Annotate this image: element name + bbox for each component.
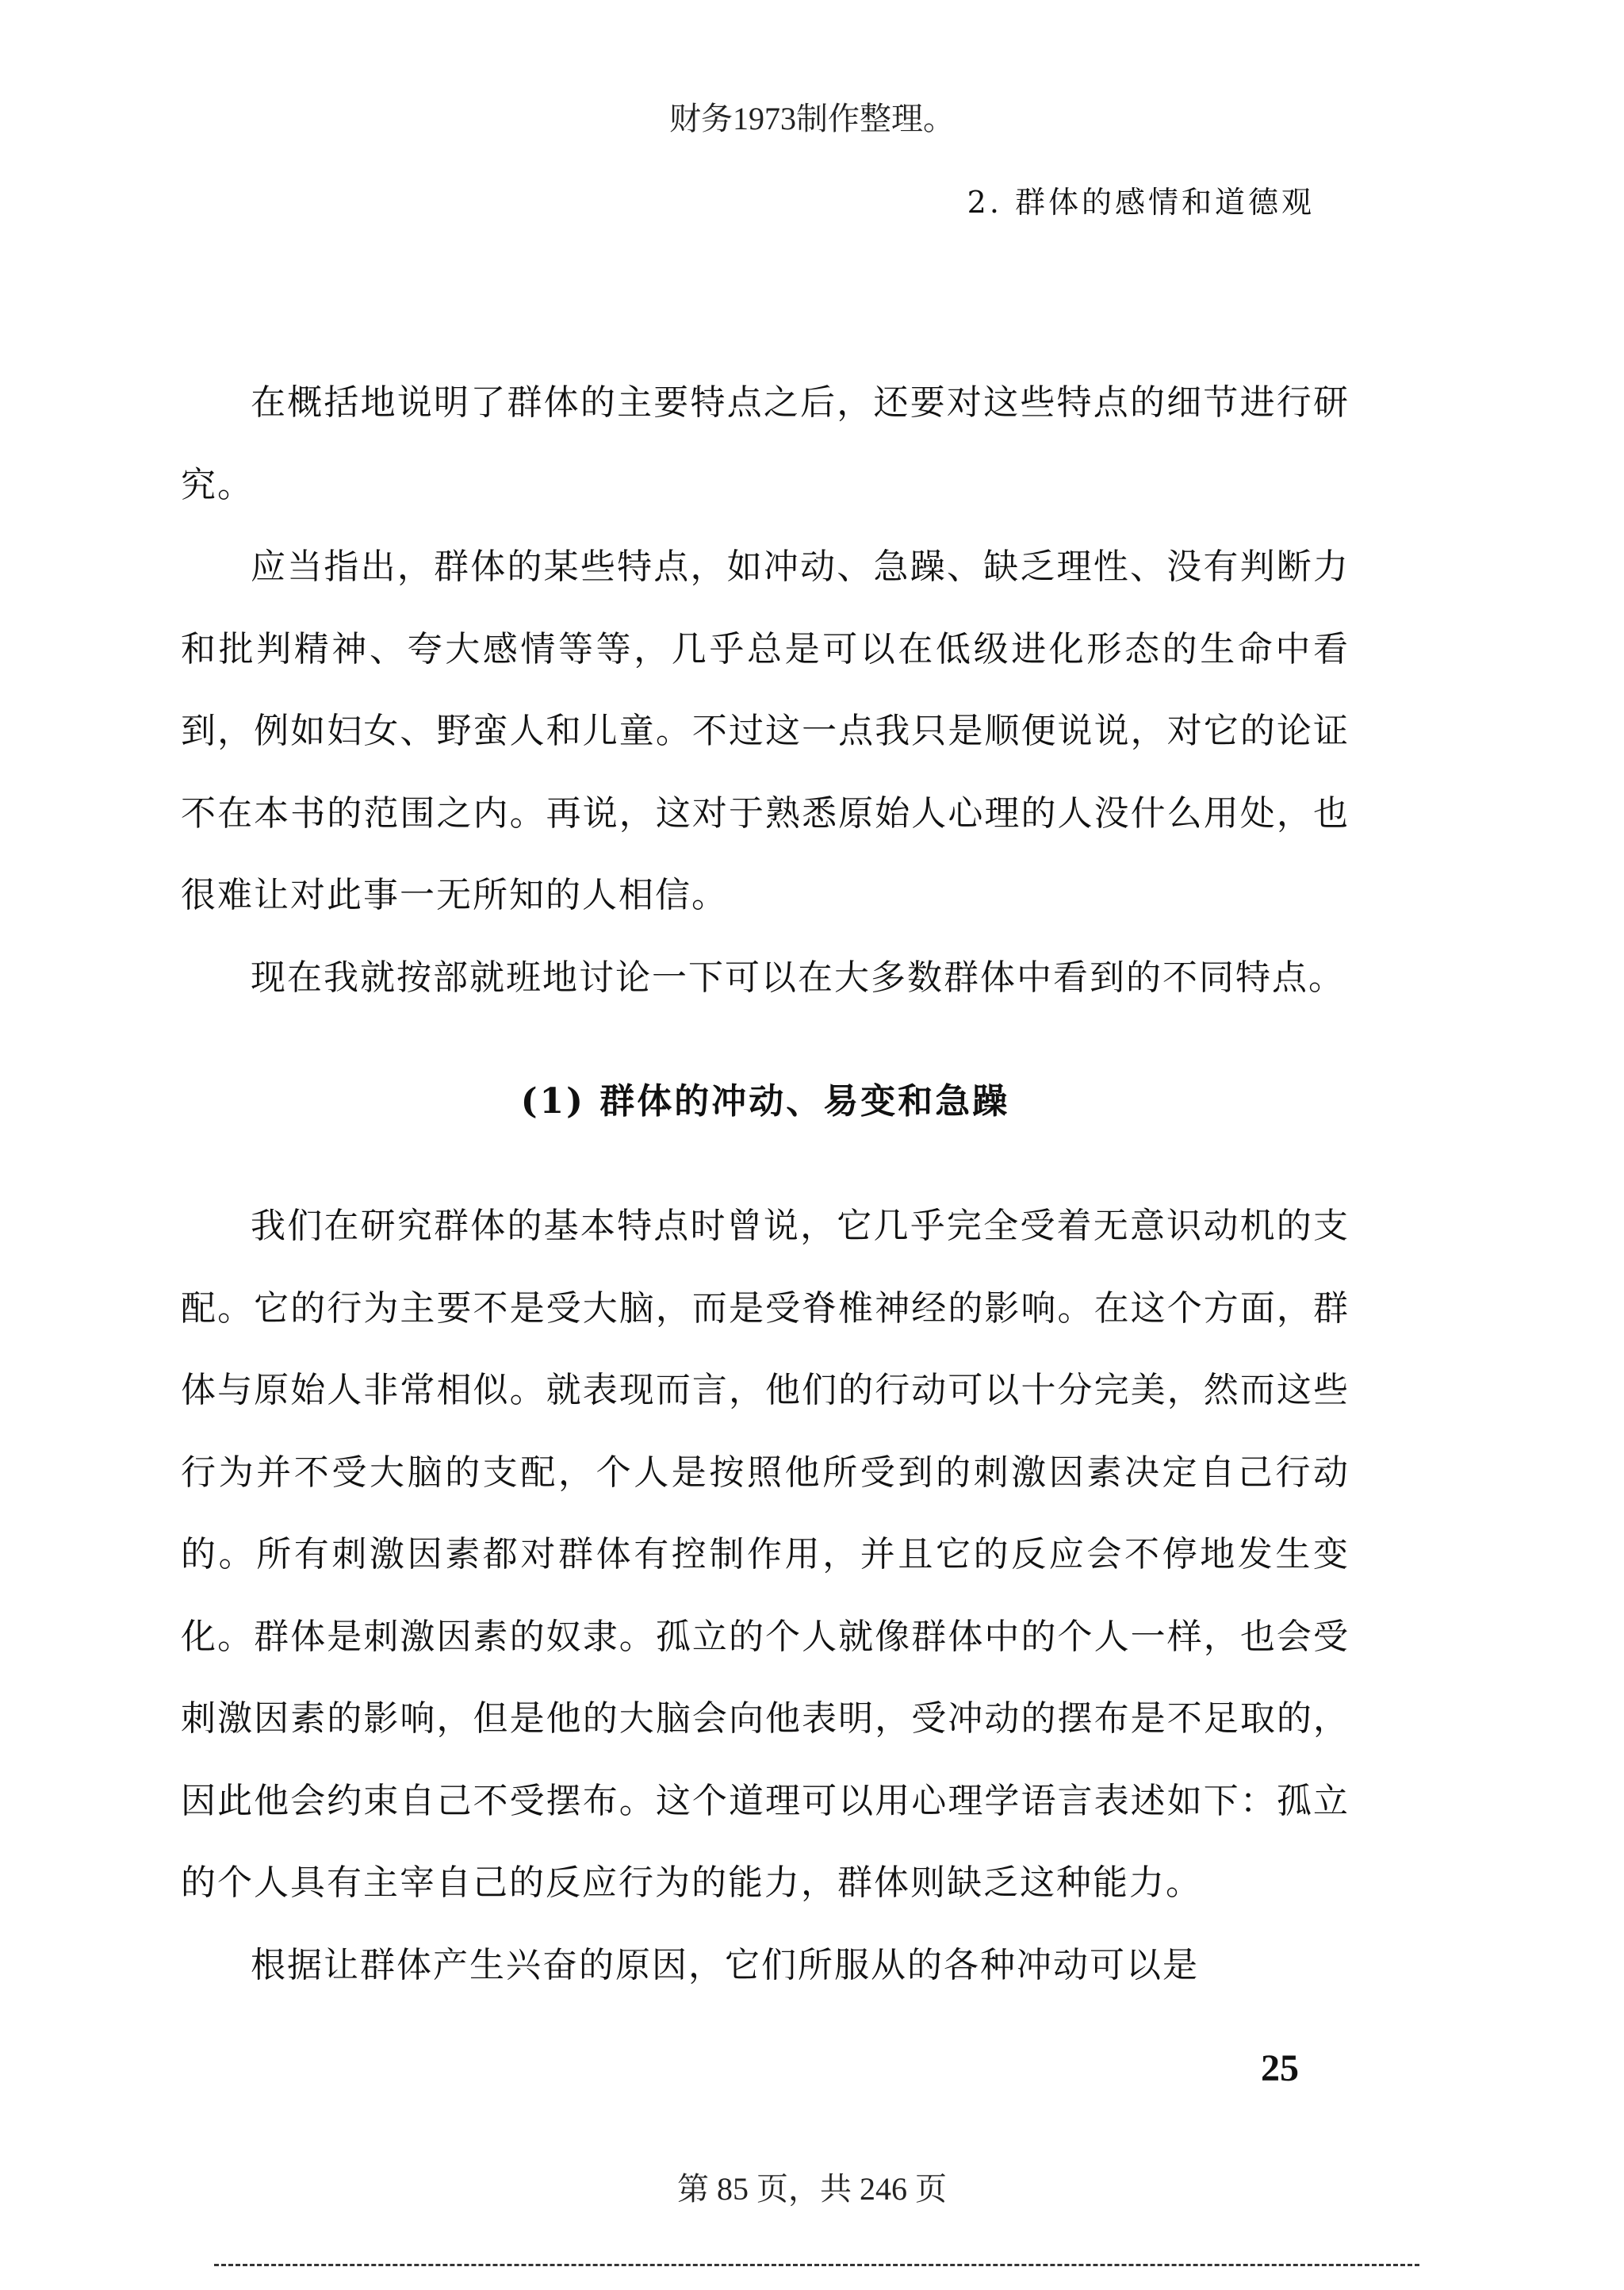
page-body <box>181 362 1350 2006</box>
paragraph: 现在我就按部就班地讨论一下可以在大多数群体中看到的不同特点。 <box>251 957 1345 998</box>
watermark-text: 财务1973制作整理。 <box>669 101 955 136</box>
running-head: 2. 群体的感情和道德观 <box>967 185 1315 220</box>
paragraph: 在概括地说明了群体的主要特点之后，还要对这些特点的细节进行研究。 <box>181 382 1350 505</box>
scan-artifact-line <box>214 2264 1419 2266</box>
paragraph: 应当指出，群体的某些特点，如冲动、急躁、缺乏理性、没有判断力和批判精神、夸大感情等等，几乎总是可以在低级进化形态的生命中看到，例如妇女、野蛮人和儿童。不过这一点我只是顺便说说，对它的论证不在本书的范围之内。再说，这对于熟悉原始人心理的人没什么用处，也很难让对此事一无所知的人相信。 <box>181 547 1350 915</box>
section-heading: (1) 群体的冲动、易变和急躁 <box>520 1081 1010 1122</box>
paragraph: 我们在研究群体的基本特点时曾说，它几乎完全受着无意识动机的支配。它的行为主要不是受大脑，而是受脊椎神经的影响。在这个方面，群体与原始人非常相似。就表现而言，他们的行动可以十分完美，然而这些行为并不受大脑的支配，个人是按照他所受到的刺激因素决定自己行动的。所有刺激因素都对群体有控制作用，并且它的反应会不停地发生变化。群体是刺激因素的奴隶。孤立的个人就像群体中的个人一样，也会受刺激因素的影响，但是他的大脑会向他表明，受冲动的摆布是不足取的，因此他会约束自己不受摆布。这个道理可以用心理学语言表述如下：孤立的个人具有主宰自己的反应行为的能力，群体则缺乏这种能力。 <box>181 1206 1350 1903</box>
page-counter: 第 85 页，共 246 页 <box>677 2171 947 2207</box>
paragraph: 根据让群体产生兴奋的原因，它们所服从的各种冲动可以是 <box>251 1944 1199 1985</box>
page-number: 25 <box>1261 2047 1299 2089</box>
